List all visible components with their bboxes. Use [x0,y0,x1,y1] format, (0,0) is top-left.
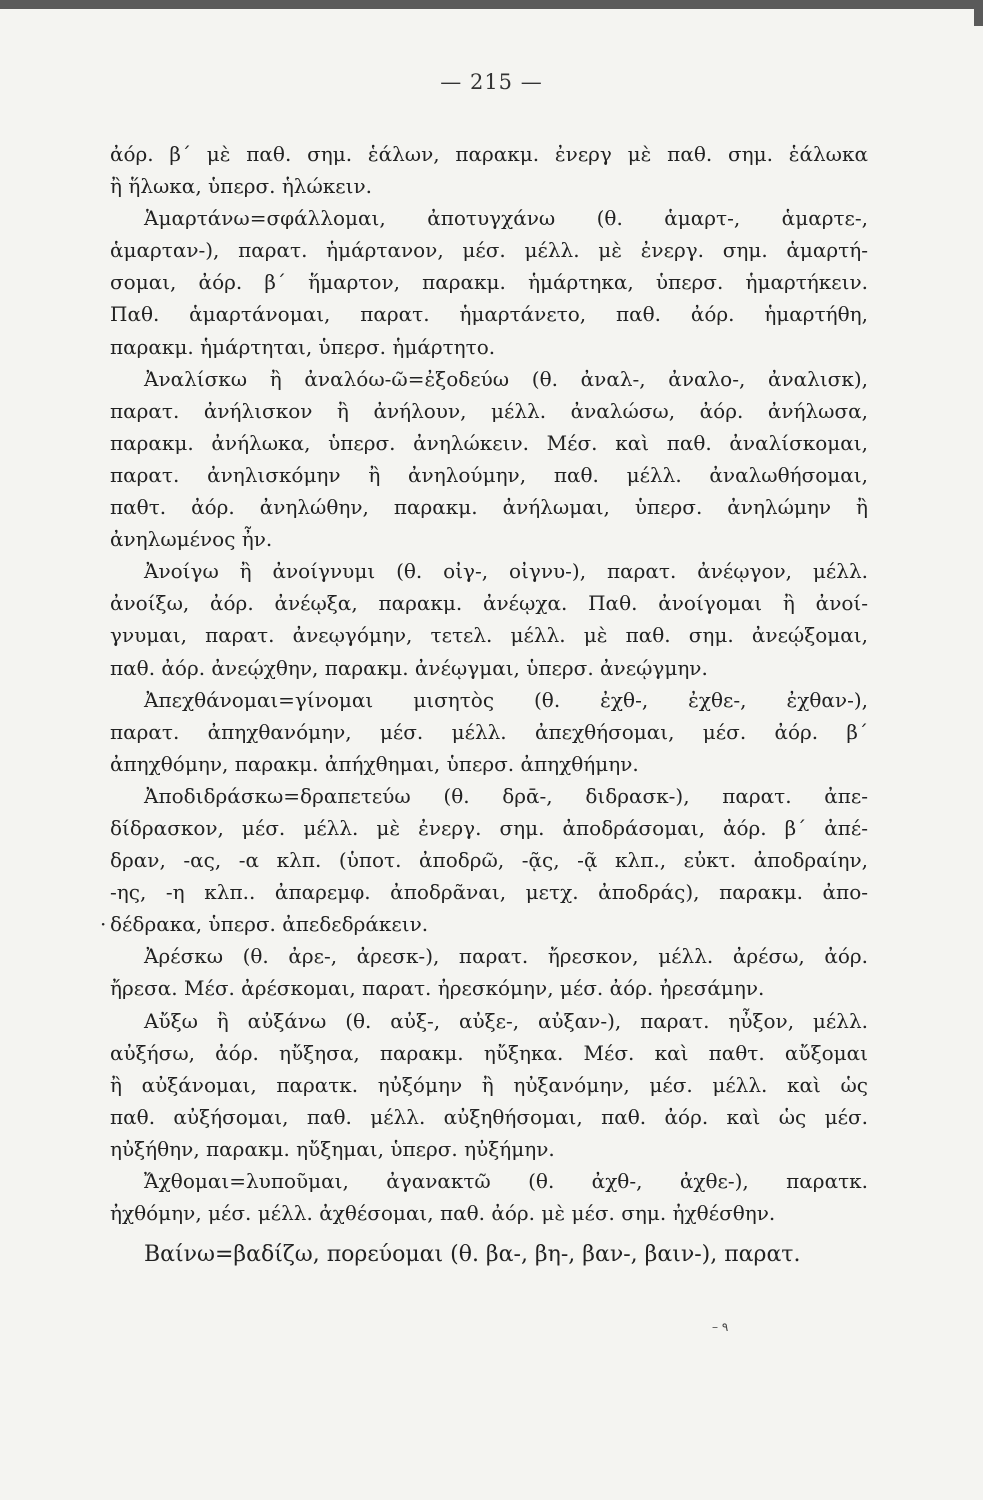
entry-headword-line: Ἁμαρτάνω=σφάλλομαι, ἀποτυγχάνω (θ. ἁμαρτ-, ἁμαρτε-, [144,206,868,231]
text-line: ἁμαρταν-), παρατ. ἡμάρτανον, μέσ. μέλλ. μὲ ἐνεργ. σημ. ἁμαρτή- [110,238,868,263]
text-line: ἀνοίξω, ἀόρ. ἀνέῳξα, παρακμ. ἀνέῳχα. Παθ. ἀνοίγομαι ἢ ἀνοί- [110,591,868,616]
body-text [100,138,868,1271]
entry-headword-line: Βαίνω=βαδίζω, πορεύομαι (θ. βα-, βη-, βαν-, βαιν-), παρατ. [144,1242,801,1268]
text-line: δίδρασκον, μέσ. μέλλ. μὲ ἐνεργ. σημ. ἀποδράσομαι, ἀόρ. β΄ ἀπέ- [110,815,868,840]
text-line: παθ. αὐξήσομαι, παθ. μέλλ. αὐξηθήσομαι, παθ. ἀόρ. καὶ ὡς μέσ. [110,1104,868,1129]
page-number: — 215 — [440,70,543,94]
entry-headword-line: Ἀναλίσκω ἢ ἀναλόω-ῶ=ἐξοδεύω (θ. ἀναλ-, ἀναλο-, ἀναλισκ), [144,366,868,391]
text-line: Παθ. ἁμαρτάνομαι, παρατ. ἡμαρτάνετο, παθ. ἀόρ. ἡμαρτήθη, [110,302,868,327]
entry-headword-line: Ἀποδιδράσκω=δραπετεύω (θ. δρᾱ-, διδρασκ-), παρατ. ἀπε- [144,783,868,808]
text-line: ἢ αὐξάνομαι, παρατκ. ηὐξόμην ἢ ηὐξανόμην, μέσ. μέλλ. καὶ ὡς [110,1072,868,1097]
text-line-content: δέδρακα, ὑπερσ. ἀπεδεδράκειν. [110,912,429,937]
text-line: αὐξήσω, ἀόρ. ηὔξησα, παρακμ. ηὔξηκα. Μέσ. καὶ παθτ. αὔξομαι [110,1040,868,1065]
entry-headword-line: Αὔξω ἢ αὐξάνω (θ. αὐξ-, αὐξε-, αὐξαν-), παρατ. ηὖξον, μέλλ. [144,1008,868,1033]
text-line: ἤρεσα. Μέσ. ἀρέσκομαι, παρατ. ἠρεσκόμην, μέσ. ἀόρ. ἠρεσάμην. [110,976,765,1001]
bullet-mark: · [100,912,107,937]
text-line [100,908,868,940]
entry-headword-line: Ἄχθομαι=λυποῦμαι, ἀγανακτῶ (θ. ἀχθ-, ἀχθε-), παρατκ. [144,1169,868,1193]
text-line: ἢ ἥλωκα, ὑπερσ. ἡλώκειν. [110,174,373,199]
text-line: ἀόρ. β΄ μὲ παθ. σημ. ἑάλων, παρακμ. ἐνεργ μὲ παθ. σημ. ἑάλωκα [110,142,868,166]
text-line: παρακμ. ἀνήλωκα, ὑπερσ. ἀνηλώκειν. Μέσ. καὶ παθ. ἀναλίσκομαι, [110,430,868,455]
text-line: -ης, -η κλπ.. ἀπαρεμφ. ἀποδρᾶναι, μετχ. ἀποδράς), παρακμ. ἀπο- [110,880,868,905]
text-line: δραν, -ας, -α κλπ. (ὑποτ. ἀποδρῶ, -ᾷς, -ᾷ κλπ., εὐκτ. ἀποδραίην, [110,848,868,873]
text-line: γνυμαι, παρατ. ἀνεῳγόμην, τετελ. μέλλ. μὲ παθ. σημ. ἀνεῴξομαι, [110,623,868,648]
text-line: ηὐξήθην, παρακμ. ηὔξημαι, ὑπερσ. ηὐξήμην. [110,1136,555,1161]
text-line: παρατ. ἀνηλισκόμην ἢ ἀνηλούμην, παθ. μέλλ. ἀναλωθήσομαι, [110,462,868,487]
text-line: παθ. ἀόρ. ἀνεῴχθην, παρακμ. ἀνέῳγμαι, ὑπερσ. ἀνεῴγμην. [110,655,708,680]
text-line: παθτ. ἀόρ. ἀνηλώθην, παρακμ. ἀνήλωμαι, ὑπερσ. ἀνηλώμην ἢ [110,495,868,520]
text-line: παρακμ. ἡμάρτηται, ὑπερσ. ἡμάρτητο. [110,334,496,359]
entry-headword-line: Ἀρέσκω (θ. ἀρε-, ἀρεσκ-), παρατ. ἤρεσκον, μέλλ. ἀρέσω, ἀόρ. [144,944,868,969]
text-line: παρατ. ἀνήλισκον ἢ ἀνήλουν, μέλλ. ἀναλώσω, ἀόρ. ἀνήλωσα, [110,398,868,423]
scan-corner-border [974,0,983,26]
entry-headword-line: Ἀνοίγω ἢ ἀνοίγνυμι (θ. οἰγ-, οἰγνυ-), παρατ. ἀνέῳγον, μέλλ. [144,559,868,584]
text-line: ἠχθόμην, μέσ. μέλλ. ἀχθέσομαι, παθ. ἀόρ. μὲ μέσ. σημ. ἠχθέσθην. [110,1201,776,1226]
text-line: σομαι, ἀόρ. β΄ ἥμαρτον, παρακμ. ἡμάρτηκα, ὑπερσ. ἡμαρτήκειν. [110,270,868,295]
text-line: ἀνηλωμένος ἦν. [110,527,273,552]
text-line: ἀπηχθόμην, παρακμ. ἀπήχθημαι, ὑπερσ. ἀπηχθήμην. [110,751,639,776]
entry-headword-line: Ἀπεχθάνομαι=γίνομαι μισητὸς (θ. ἐχθ-, ἐχθε-, ἐχθαν-), [144,687,868,712]
printer-mark: – ٩ [712,1320,729,1334]
text-line: παρατ. ἀπηχθανόμην, μέσ. μέλλ. ἀπεχθήσομαι, μέσ. ἀόρ. β΄ [110,719,868,744]
scan-top-border [0,0,983,9]
